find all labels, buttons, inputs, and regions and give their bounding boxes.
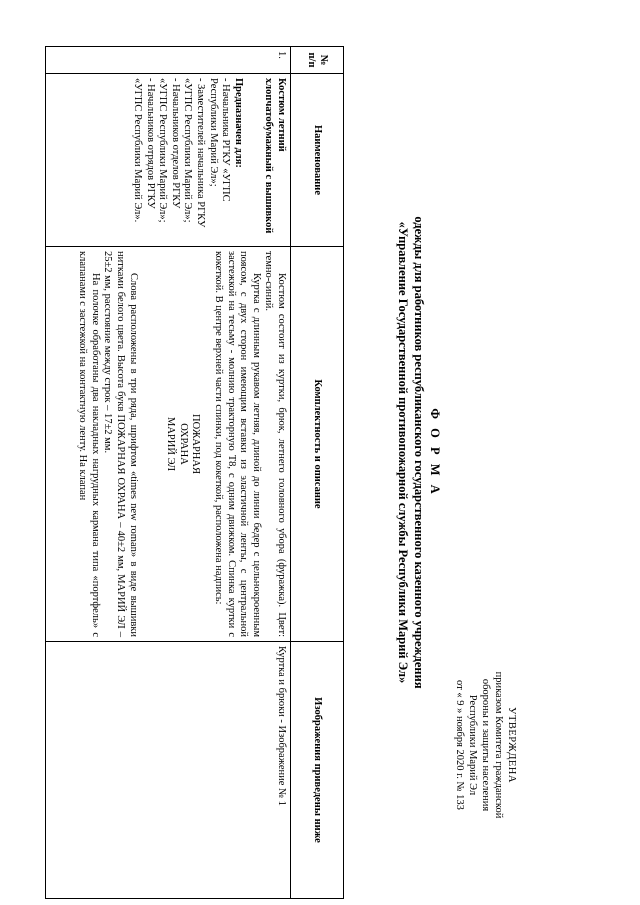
- uniform-spec-table: [45, 46, 344, 899]
- document-subtitle-line2: «Управление Государственной противопожарной службы Республики Марий Эл»: [396, 221, 410, 684]
- table-header-row: [291, 47, 344, 899]
- cell-images: Куртка и брюки - Изображение № 1: [46, 642, 291, 899]
- embroidery-line: ПОЖАРНАЯ: [190, 414, 202, 474]
- header-no: № п/п: [291, 47, 344, 74]
- approval-line: от « 9 » ноября 2020 г. № 133: [454, 680, 465, 810]
- item-name: Костюм летний хлопчатобумажный с вышивкой: [263, 78, 287, 234]
- desc-paragraph: На полочке обработаны два накладных нагрудных кармана типа «портфель» с клапанами с застежкой на контактную ленту. На клапан: [77, 251, 101, 637]
- approval-stamp: [453, 610, 518, 880]
- embroidery-line: МАРИЙ ЭЛ: [165, 417, 177, 471]
- desc-paragraph: Куртка с длинным рукавом летняя, длиной до линии бедер с цельнокроенным поясом, с двух сторон имеющим вставки из эластичной ленты, с центральной застежкой на тесьму - молнию тракторную Т8, с одним движком. Спинка куртки с кокеткой. В центре верхней части спинки, под кокеткой, расположена надпись:: [213, 251, 262, 637]
- purpose-item: - Начальников отрядов РГКУ «УГПС Республики Марий Эл».: [132, 78, 156, 223]
- cell-name: [46, 74, 291, 247]
- desc-paragraph: Слова расположены в три ряда, шрифтом «times new roman» в виде вышивки нитками белого цвета. Высота букв ПОЖАРНАЯ ОХРАНА – 40±2 мм, МАРИЙ ЭЛ – 25±2 мм, расстояние между строк – 17±2 мм.: [102, 251, 139, 637]
- purpose-item: - Начальника РГКУ «УГПС Республики Марий Эл»;: [207, 78, 232, 202]
- header-name: Наименование: [291, 74, 344, 247]
- cell-no: 1.: [46, 47, 291, 74]
- table-row: [46, 47, 291, 899]
- document-heading: Ф О Р М А: [428, 408, 442, 497]
- embroidery-line: ОХРАНА: [177, 423, 189, 465]
- header-description: Комплектность и описание: [291, 247, 344, 642]
- purpose-item: - Заместителей начальника РГКУ «УГПС Республики Марий Эл»;: [182, 78, 207, 228]
- document-subtitle-line1: одежды для работников республиканского государственного казенного учреждения: [412, 216, 426, 689]
- cell-description: [46, 247, 291, 642]
- embroidery-text: [164, 251, 202, 637]
- document-title-block: [395, 40, 443, 865]
- approval-line: приказом Комитета гражданской: [493, 671, 504, 819]
- approval-line: Республики Марий Эл: [467, 694, 478, 796]
- purpose-item: - Начальников отделов РГКУ «УГПС Республики Марий Эл»;: [157, 78, 181, 223]
- header-images: Изображения приведены ниже: [291, 642, 344, 899]
- desc-paragraph: Костюм состоит из куртки, брюк, летнего головного убора (фуражка). Цвет: темно-синий.: [263, 251, 287, 637]
- approval-line: обороны и защиты населения: [480, 678, 491, 812]
- purpose-heading: Предназначен для:: [232, 78, 244, 168]
- approval-line: УТВЕРЖДЕНА: [506, 707, 517, 783]
